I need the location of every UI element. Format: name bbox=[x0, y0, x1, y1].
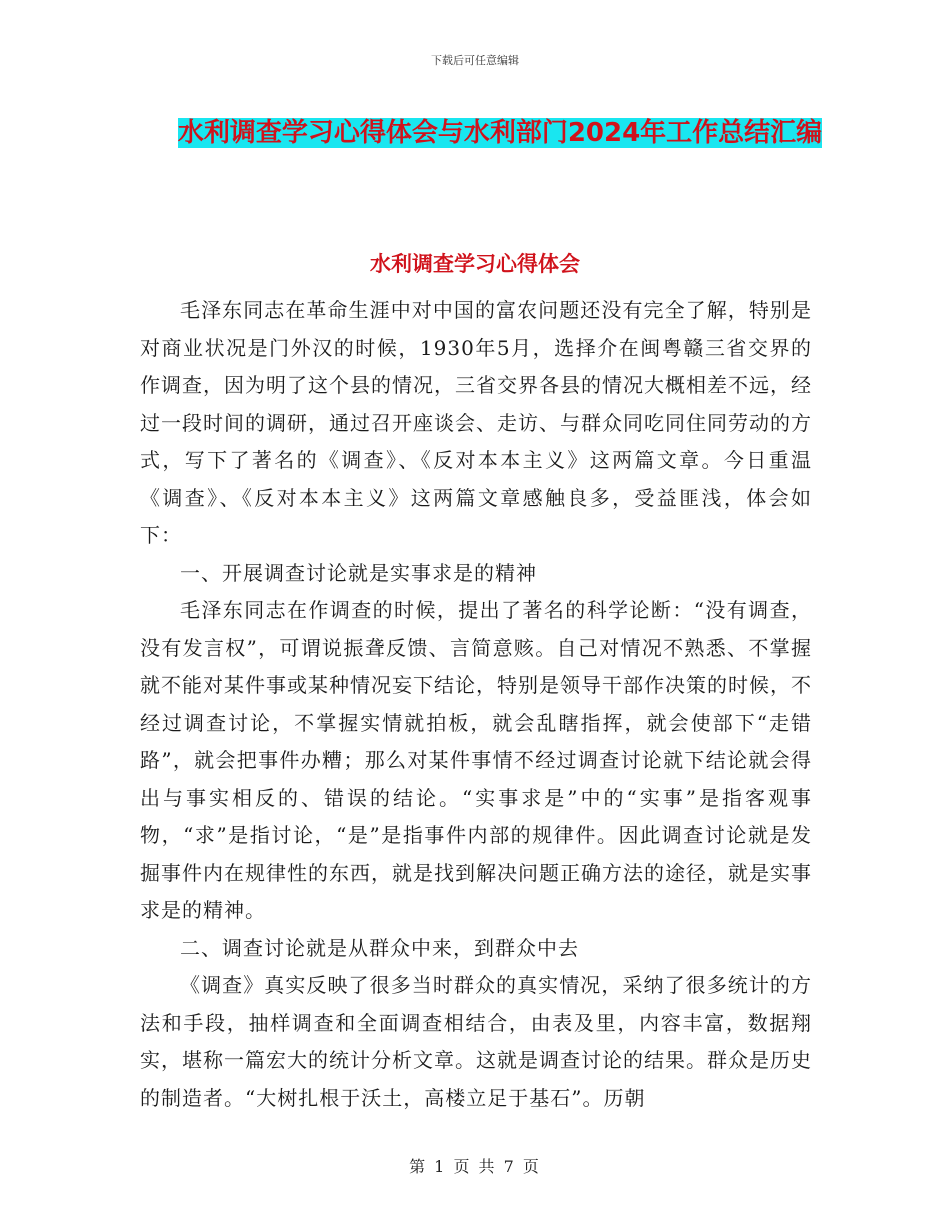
document-title-text: 水利调查学习心得体会与水利部门2024年工作总结汇编 bbox=[177, 118, 823, 148]
subheading: 二、调查讨论就是从群众中来，到群众中去 bbox=[180, 935, 579, 960]
subheading: 一、开展调查讨论就是实事求是的精神 bbox=[180, 560, 537, 585]
page-footer: 第 1 页 共 7 页 bbox=[409, 1157, 541, 1176]
paragraph: 毛泽东同志在革命生涯中对中国的富农问题还没有完全了解，特别是对商业状况是门外汉的时候，1930年5月，选择介在闽粤赣三省交界的作调查，因为明了这个县的情况，三省交界各县的情况大概相差不远，经过一段时间的调研，通过召开座谈会、走访、与群众同吃同住同劳动的方式，写下了著名的《调查》、《反对本本主义》这两篇文章。今日重温《调查》、《反对本本主义》这两篇文章感触良多，受益匪浅，体会如下： bbox=[140, 298, 812, 547]
section-title: 水利调查学习心得体会 bbox=[370, 252, 580, 276]
header-note: 下载后可任意编辑 bbox=[431, 54, 519, 67]
paragraph: 《调查》真实反映了很多当时群众的真实情况，采纳了很多统计的方法和手段，抽样调查和全面调查相结合，由表及里，内容丰富，数据翔实，堪称一篇宏大的统计分析文章。这就是调查讨论的结果。群众是历史的制造者。“大树扎根于沃土，高楼立足于基石”。历朝 bbox=[140, 973, 812, 1110]
paragraph: 毛泽东同志在作调查的时候，提出了著名的科学论断：“没有调查，没有发言权”，可谓说振聋反馈、言简意赅。自己对情况不熟悉、不掌握就不能对某件事或某种情况妄下结论，特别是领导干部作决策的时候，不经过调查讨论，不掌握实情就拍板，就会乱瞎指挥，就会使部下“走错路”，就会把事件办糟；那么对某件事情不经过调查讨论就下结论就会得出与事实相反的、错误的结论。“实事求是”中的“实事”是指客观事物，“求”是指讨论，“是”是指事件内部的规律件。因此调查讨论就是发掘事件内在规律性的东西，就是找到解决问题正确方法的途径，就是实事求是的精神。 bbox=[140, 598, 812, 922]
document-title bbox=[150, 112, 850, 155]
document-body bbox=[140, 292, 812, 1117]
